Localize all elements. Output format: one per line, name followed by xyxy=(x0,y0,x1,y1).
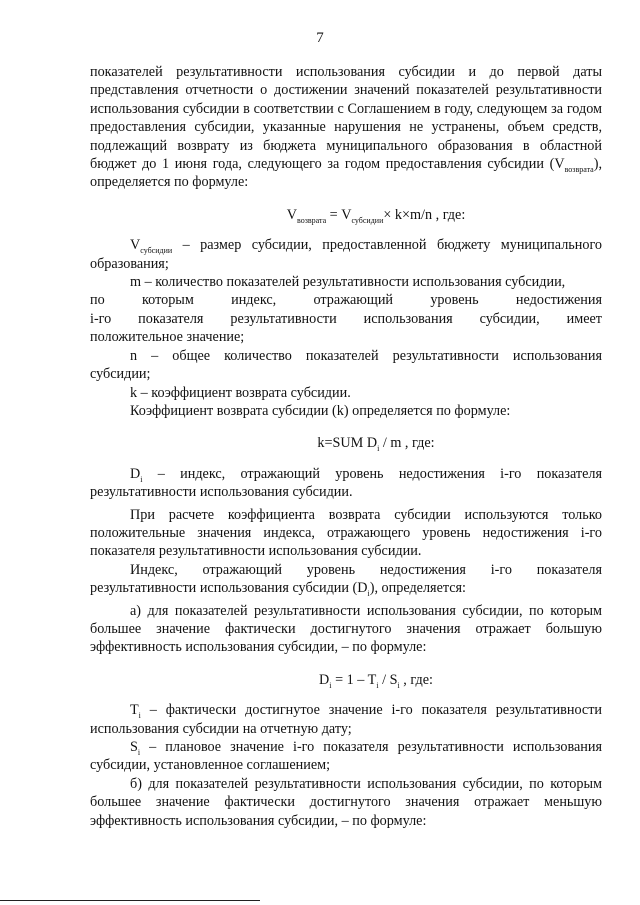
definition-m: m – количество показателей результативности использования субсидии, xyxy=(130,274,566,291)
definition-k: k – коэффициент возврата субсидии. xyxy=(130,384,351,401)
formula-return-volume: $V_{возврата} = V_{субсидии}\times k\times m/n$ , где: xyxy=(286,206,466,225)
definition-m-line2: по которым индекс, отражающий уровень недостижения xyxy=(90,292,602,309)
definition-m-line4: положительное значение; xyxy=(90,329,245,346)
paragraph-intro: показателей результативности использования субсидии и до первой даты представления отчетности о достижении значений показателей результативности использования субсидии в соответствии с Соглашением в году, следующем за годом предоставления субсидии, указанные нарушения не устранены, объем средств, подлежащий возврату из бюджета муниципального образования в областной бюджет до 1 июня года, следующего за годом предоставления субсидии $(V_{возврата})$, определяется по формуле: xyxy=(90,64,602,191)
document-body xyxy=(90,63,602,830)
coefficient-intro: Коэффициент возврата субсидии (k) определяется по формуле: xyxy=(130,402,511,419)
definition-d-index: $D_i$ – индекс, отражающий уровень недостижения i-го показателя результативности использования субсидии. xyxy=(90,465,602,501)
paragraph-case-a: а) для показателей результативности использования субсидии, по которым большее значение фактически достигнутого значения отражает большую эффективность использования субсидии, – по формуле: xyxy=(90,602,602,656)
footer-divider xyxy=(0,900,260,901)
definition-m-line3: i-го показателя результативности использования субсидии, имеет xyxy=(90,310,602,327)
formula-index: $D_i = 1 - T_i / S_i$ , где: xyxy=(319,671,433,690)
paragraph-case-b: б) для показателей результативности использования субсидии, по которым большее значение фактически достигнутого значения отражает меньшую эффективность использования субсидии, – по формуле: xyxy=(90,775,602,829)
page-number: 7 xyxy=(316,30,324,46)
definition-s: $S_i$ – плановое значение i-го показателя результативности использования субсидии, установленное соглашением; xyxy=(90,739,602,774)
paragraph-positive-values: При расчете коэффициента возврата субсидии используются только положительные значения индекса, отражающего уровень недостижения i-го показателя результативности использования субсидии. xyxy=(90,506,602,560)
paragraph-index-line1: Индекс, отражающий уровень недостижения i-го показателя xyxy=(130,561,602,578)
formula-coefficient: k=SUM $D_i$ / m , где: xyxy=(317,435,435,454)
paragraph-index-line2: результативности использования субсидии $(D_i)$, определяется: xyxy=(90,580,466,598)
definition-v-subsidy: $V_{субсидии}$ – размер субсидии, предоставленной бюджету муниципального образования; xyxy=(90,237,602,272)
definition-n: n – общее количество показателей результативности использования субсидии; xyxy=(90,347,602,383)
definition-t: $T_i$ – фактически достигнутое значение i-го показателя результативности использования субсидии на отчетную дату; xyxy=(90,702,602,737)
